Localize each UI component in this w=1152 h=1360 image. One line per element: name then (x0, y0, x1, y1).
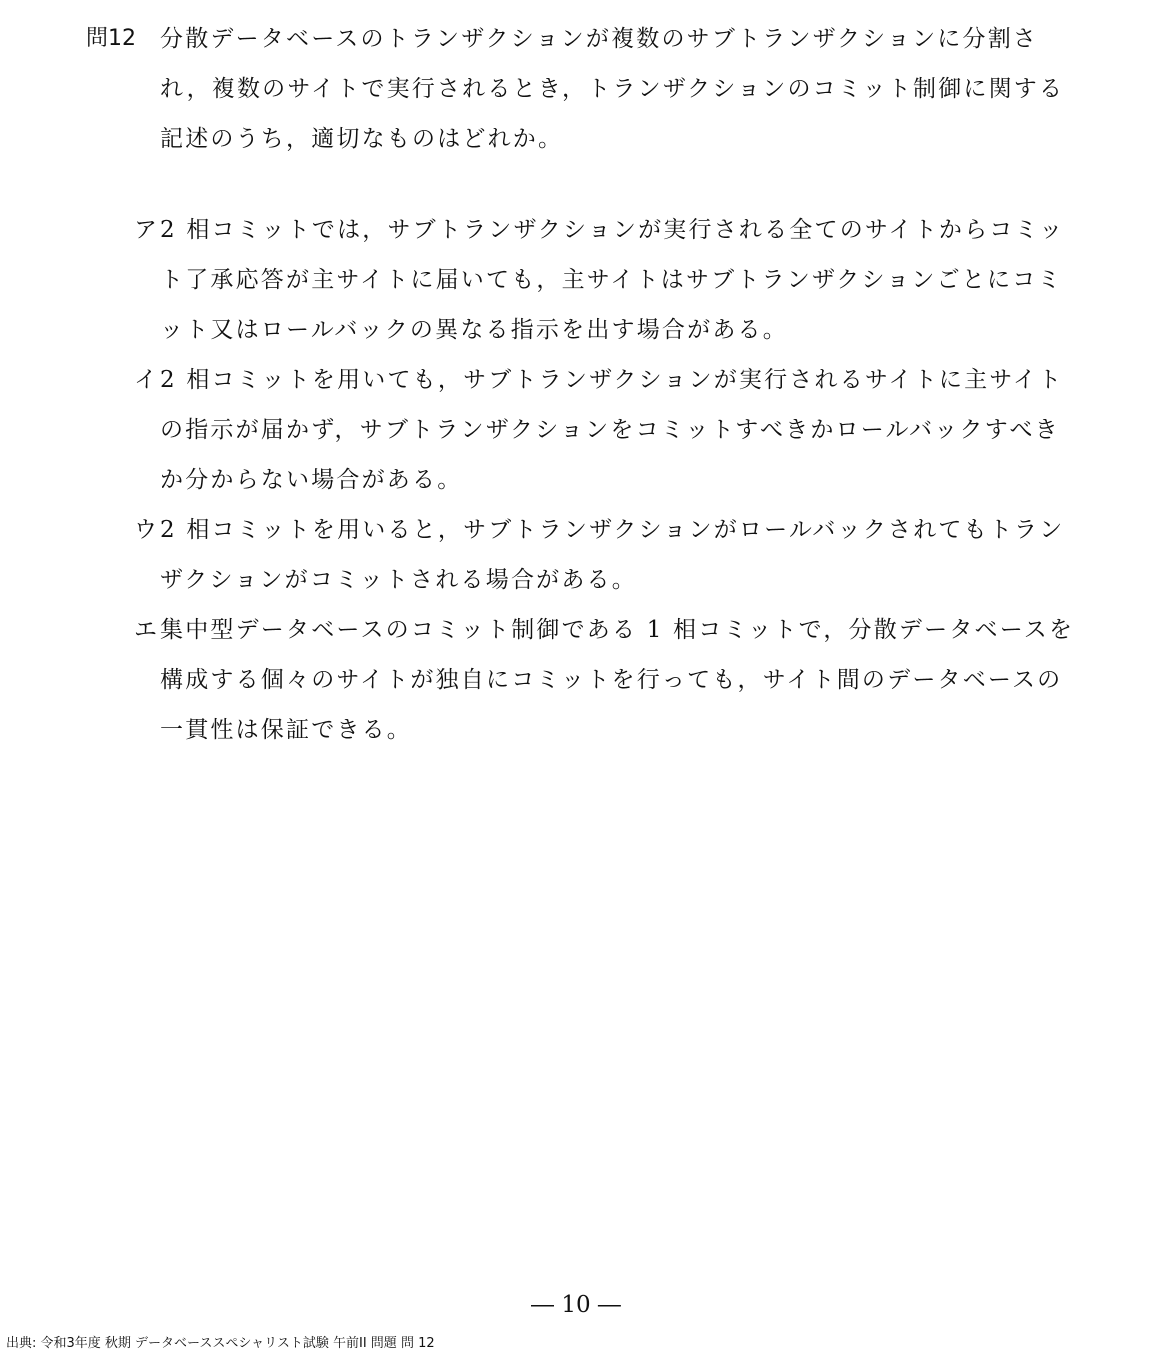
choice-label: ア (134, 217, 157, 243)
source-citation: 出典: 令和3年度 秋期 データベーススペシャリスト試験 午前II 問題 問 12 (6, 1336, 435, 1351)
choice-a (134, 205, 1084, 355)
question-block (86, 14, 1086, 164)
answer-choices (134, 205, 1084, 755)
choice-i (134, 355, 1084, 505)
choice-u (134, 505, 1084, 605)
choice-text: 2 相コミットを用いると，サブトランザクションがロールバックされてもトランザクションがコミットされる場合がある。 (160, 517, 1065, 593)
choice-label: ウ (134, 517, 157, 543)
question-number: 問12 (86, 26, 136, 51)
choice-text: 2 相コミットでは，サブトランザクションが実行される全てのサイトからコミット了承応答が主サイトに届いても，主サイトはサブトランザクションごとにコミット又はロールバックの異なる指示を出す場合がある。 (160, 217, 1065, 343)
page-number: ― 10 ― (531, 1292, 621, 1318)
choice-e (134, 605, 1084, 755)
choice-label: イ (134, 367, 157, 393)
question-stem: 分散データベースのトランザクションが複数のサブトランザクションに分割され，複数のサイトで実行されるとき，トランザクションのコミット制御に関する記述のうち，適切なものはどれか。 (160, 26, 1065, 152)
choice-text: 集中型データベースのコミット制御である 1 相コミットで，分散データベースを構成する個々のサイトが独自にコミットを行っても，サイト間のデータベースの一貫性は保証できる。 (160, 617, 1075, 743)
choice-text: 2 相コミットを用いても，サブトランザクションが実行されるサイトに主サイトの指示が届かず，サブトランザクションをコミットすべきかロールバックすべきか分からない場合がある。 (160, 367, 1064, 493)
question-header (86, 14, 1086, 164)
choice-label: エ (134, 617, 157, 643)
